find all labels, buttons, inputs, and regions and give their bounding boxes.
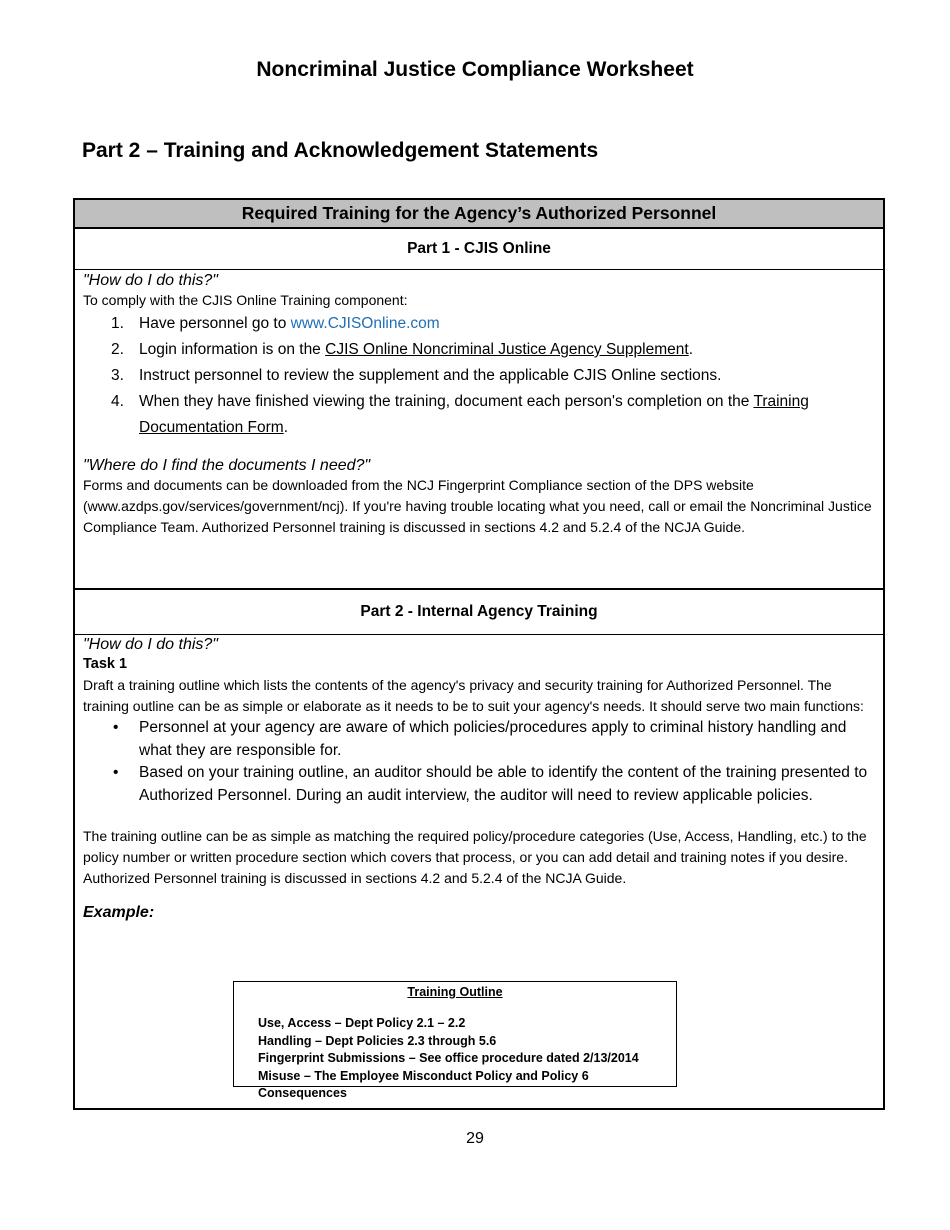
training-table	[73, 198, 885, 1110]
outline-line: Use, Access – Dept Policy 2.1 – 2.2	[258, 1016, 466, 1030]
outline-line: Misuse – The Employee Misconduct Policy and Policy 6 Consequences	[258, 1068, 589, 1100]
step-text-end: .	[283, 419, 289, 436]
task-text: Draft a training outline which lists the contents of the agency's privacy and security training for Authorized Personnel. The training outline can be as simple or elaborate as it needs to be to suit your agency's needs. It should serve two main functions:	[83, 677, 864, 714]
bullet-icon: •	[113, 719, 119, 736]
part1-question-where: "Where do I find the documents I need?"	[83, 457, 371, 474]
bullet-text: Personnel at your agency are aware of which policies/procedures apply to criminal history handling and what they are responsible for.	[139, 719, 847, 759]
part1-question-how: "How do I do this?"	[83, 272, 218, 289]
part-heading: Part 2 – Training and Acknowledgement Statements	[82, 139, 599, 162]
step-item	[83, 311, 875, 337]
table-banner: Required Training for the Agency’s Authorized Personnel	[75, 200, 883, 229]
outline-explanation: The training outline can be as simple as matching the required policy/procedure categories (Use, Access, Handling, etc.) to the policy number or written procedure section which covers that process, or you can add detail and training notes if you desire. Authorized Personnel training is discussed in sections 4.2 and 5.2.4 of the NCJA Guide.	[83, 828, 867, 886]
bullet-item	[83, 762, 875, 807]
part1-intro: To comply with the CJIS Online Training component:	[83, 292, 408, 308]
step-text-end: .	[688, 341, 693, 358]
bullet-text: Based on your training outline, an auditor should be able to identify the content of the training presented to Authorized Personnel. During an audit interview, the auditor will need to review applicable policies.	[139, 764, 868, 804]
task-bullets	[83, 717, 875, 807]
step-item	[83, 337, 875, 363]
outline-title: Training Outline	[407, 985, 503, 999]
outline-line: Handling – Dept Policies 2.3 through 5.6	[258, 1033, 497, 1048]
bullet-item	[83, 717, 875, 762]
part1-steps	[83, 311, 875, 441]
step-number: 3.	[111, 367, 124, 384]
supplement-reference: CJIS Online Noncriminal Justice Agency Supplement	[325, 341, 689, 358]
step-item	[83, 363, 875, 389]
step-text: Login information is on the	[139, 341, 326, 358]
step-number: 2.	[111, 341, 124, 358]
outline-lines	[234, 1015, 676, 1103]
part1-documents-text: Forms and documents can be downloaded from the NCJ Fingerprint Compliance section of the DPS website (www.azdps.gov/services/government/ncj). If you're having trouble locating what you need, call or email the Noncriminal Justice Compliance Team. Authorized Personnel training is discussed in sections 4.2 and 5.2.4 of the NCJA Guide.	[83, 477, 872, 535]
page-number: 29	[466, 1130, 484, 1147]
bullet-icon: •	[113, 764, 119, 781]
cjis-online-link[interactable]: www.CJISOnline.com	[290, 315, 440, 332]
step-text: Instruct personnel to review the supplement and the applicable CJIS Online sections.	[139, 367, 722, 384]
training-form-reference: Training Documentation Form	[139, 393, 809, 436]
step-text: Have personnel go to	[139, 315, 291, 332]
part1-title: Part 1 - CJIS Online	[75, 229, 883, 270]
task-label: Task 1	[83, 656, 128, 672]
training-outline-example	[233, 981, 677, 1100]
step-item	[83, 389, 875, 441]
example-label: Example:	[83, 904, 155, 921]
step-text: When they have finished viewing the training, document each person's completion on the	[139, 393, 754, 410]
document-title: Noncriminal Justice Compliance Worksheet	[256, 58, 694, 81]
part2-title: Part 2 - Internal Agency Training	[75, 588, 883, 635]
outline-line: Fingerprint Submissions – See office procedure dated 2/13/2014	[258, 1051, 639, 1065]
step-number: 1.	[111, 315, 124, 332]
part2-question-how: "How do I do this?"	[83, 636, 218, 653]
step-number: 4.	[111, 393, 124, 410]
part2-section	[75, 635, 883, 1100]
part1-section	[75, 270, 883, 588]
